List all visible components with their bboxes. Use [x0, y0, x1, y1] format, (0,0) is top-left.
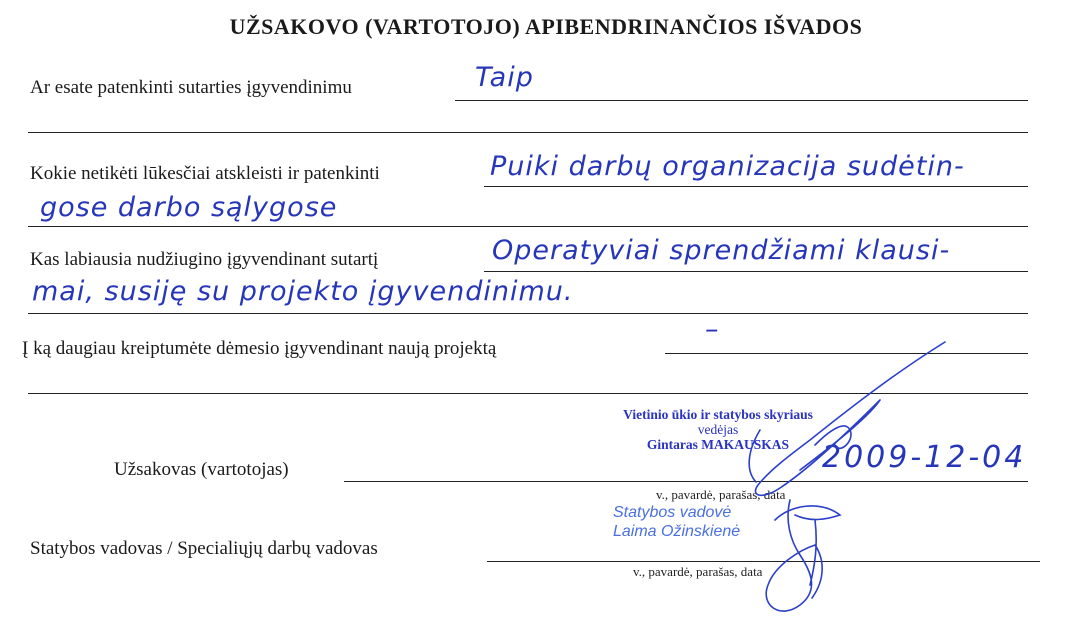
supervisor-stamp-line-2: Laima Ožinskienė — [613, 523, 741, 540]
question-2-answer-line-1: Puiki darbų organizacija sudėtin- — [490, 151, 965, 182]
customer-stamp-line-3: Gintaras MAKAUSKAS — [646, 437, 790, 452]
question-1-label: Ar esate patenkinti sutarties įgyvendinimu — [30, 77, 352, 98]
customer-stamp-line-2: vedėjas — [697, 422, 739, 437]
question-3-label: Kas labiausia nudžiugino įgyvendinant sutartį — [30, 249, 379, 270]
question-4-label: Į ką daugiau kreiptumėte dėmesio įgyvendinant naują projektą — [22, 338, 497, 359]
form-title: UŽSAKOVO (VARTOTOJO) APIBENDRINANČIOS IŠVADOS — [229, 14, 863, 39]
customer-label: Užsakovas (vartotojas) — [114, 459, 289, 480]
question-2-label: Kokie netikėti lūkesčiai atskleisti ir patenkinti — [30, 163, 380, 184]
question-1-answer: Taip — [475, 62, 534, 93]
question-3-answer-line-1: Operatyviai sprendžiami klausi- — [492, 235, 951, 266]
customer-stamp-line-1: Vietinio ūkio ir statybos skyriaus — [623, 407, 813, 422]
supervisor-label: Statybos vadovas / Specialiųjų darbų vadovas — [30, 538, 378, 559]
supervisor-signature — [766, 500, 822, 611]
question-3-answer-line-2: mai, susiję su projekto įgyvendinimu. — [32, 276, 574, 307]
customer-caption: v., pavardė, parašas, data — [656, 487, 786, 502]
supervisor-stamp-line-1: Statybos vadovė — [613, 504, 732, 521]
customer-signature — [749, 342, 945, 520]
question-4-answer: – — [705, 314, 720, 345]
question-2-answer-line-2: gose darbo sąlygose — [40, 192, 338, 223]
customer-date: 2009-12-04 — [822, 440, 1027, 475]
supervisor-caption: v., pavardė, parašas, data — [633, 564, 763, 579]
